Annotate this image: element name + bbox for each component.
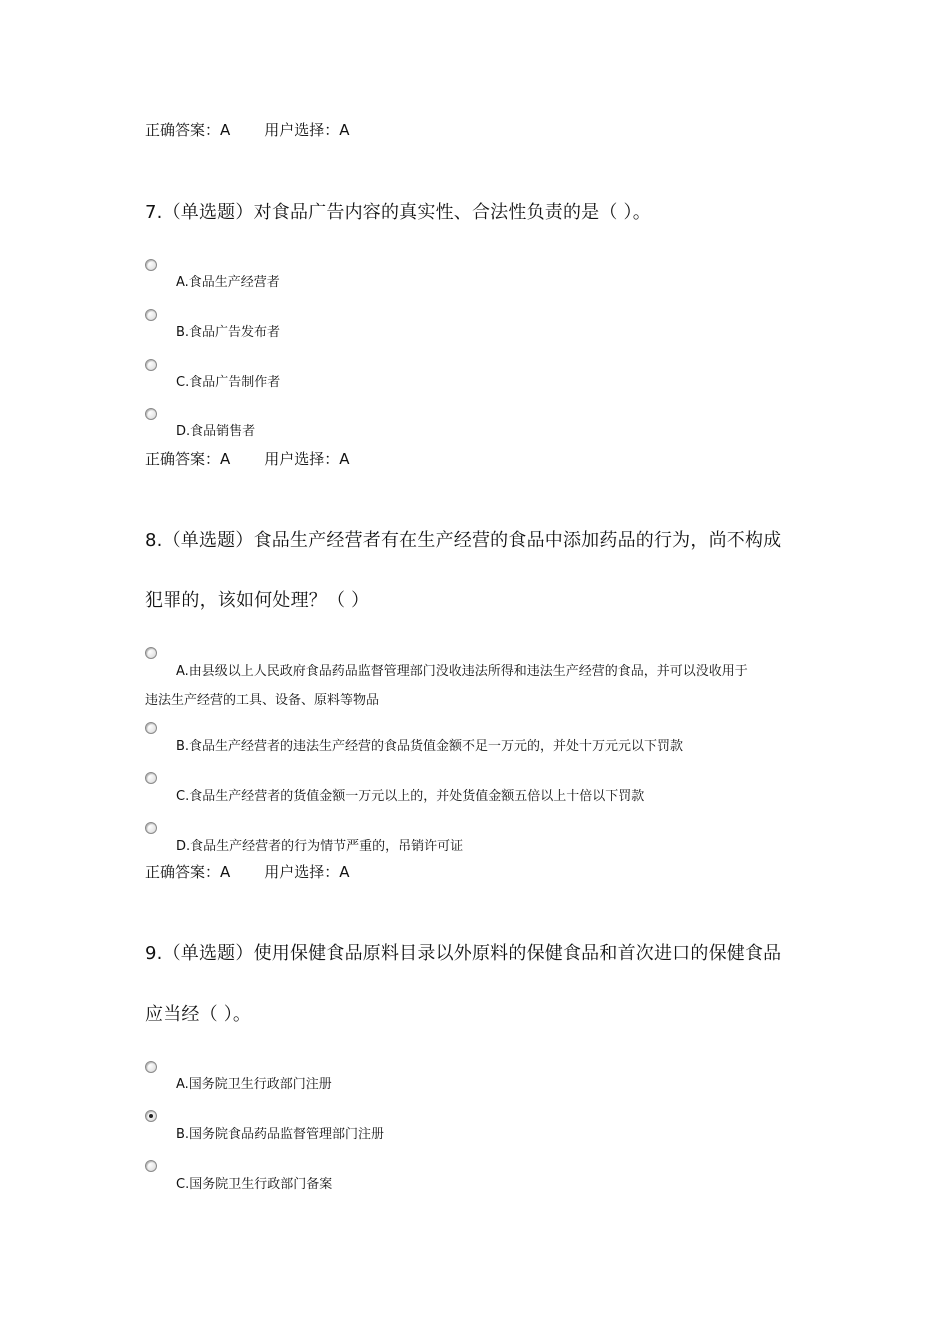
q9-option-a-radio[interactable] — [145, 1061, 157, 1073]
q8-user-choice: 用户选择：A — [264, 863, 350, 881]
q8-option-c-radio[interactable] — [145, 772, 157, 784]
q9-option-c-label: C.国务院卫生行政部门备案 — [176, 1177, 333, 1192]
q7-option-d-radio[interactable] — [145, 408, 157, 420]
q8-option-b-label: B.食品生产经营者的违法生产经营的食品货值金额不足一万元的，并处十万元元以下罚款 — [176, 739, 684, 754]
q9-option-b-radio-selected[interactable] — [145, 1110, 157, 1122]
q7-option-d-label: D.食品销售者 — [176, 424, 256, 439]
q9-option-c-radio[interactable] — [145, 1160, 157, 1172]
q8-correct-answer: 正确答案：A — [145, 863, 231, 881]
q7-answer-line — [145, 448, 350, 469]
q8-option-a-label-cont: 违法生产经营的工具、设备、原料等物品 — [145, 693, 380, 708]
q9-option-b-label: B.国务院食品药品监督管理部门注册 — [176, 1127, 385, 1142]
q7-option-a-label: A.食品生产经营者 — [176, 275, 280, 290]
q7-title: 7.（单选题）对食品广告内容的真实性、合法性负责的是（ ）。 — [145, 202, 651, 223]
q8-option-d-label: D.食品生产经营者的行为情节严重的，吊销许可证 — [176, 839, 464, 854]
q9-title-line1: 9.（单选题）使用保健食品原料目录以外原料的保健食品和首次进口的保健食品 — [145, 943, 782, 964]
q6-correct-answer: 正确答案：A — [145, 121, 231, 139]
q9-title-line2: 应当经（ ）。 — [145, 1004, 252, 1025]
q9-option-a-label: A.国务院卫生行政部门注册 — [176, 1077, 332, 1092]
q8-option-d-radio[interactable] — [145, 822, 157, 834]
q6-answer-line — [145, 119, 350, 140]
q8-answer-line — [145, 861, 350, 882]
q8-option-c-label: C.食品生产经营者的货值金额一万元以上的，并处货值金额五倍以上十倍以下罚款 — [176, 789, 645, 804]
q8-option-a-label: A.由县级以上人民政府食品药品监督管理部门没收违法所得和违法生产经营的食品，并可以没收用于 — [176, 664, 748, 679]
q7-correct-answer: 正确答案：A — [145, 450, 231, 468]
q7-option-b-radio[interactable] — [145, 309, 157, 321]
q8-option-a-radio[interactable] — [145, 647, 157, 659]
q7-option-b-label: B.食品广告发布者 — [176, 325, 281, 340]
q7-option-c-label: C.食品广告制作者 — [176, 375, 281, 390]
q8-title-line2: 犯罪的，该如何处理？（ ） — [145, 590, 370, 611]
q8-option-b-radio[interactable] — [145, 722, 157, 734]
q7-option-a-radio[interactable] — [145, 259, 157, 271]
q6-user-choice: 用户选择：A — [264, 121, 350, 139]
q8-title-line1: 8.（单选题）食品生产经营者有在生产经营的食品中添加药品的行为，尚不构成 — [145, 530, 782, 551]
q7-user-choice: 用户选择：A — [264, 450, 350, 468]
q7-option-c-radio[interactable] — [145, 359, 157, 371]
